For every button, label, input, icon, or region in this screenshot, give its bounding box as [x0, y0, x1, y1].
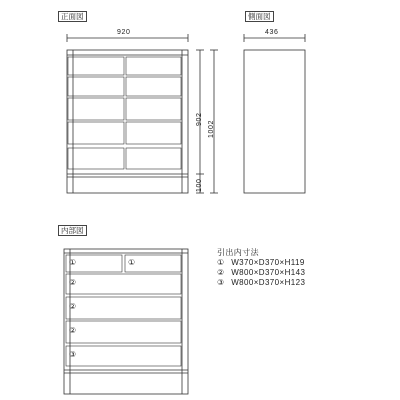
total-height-value: 1002: [208, 120, 215, 138]
drawer-spec-text: W370×D370×H119: [231, 258, 305, 267]
front-drawer: [68, 57, 124, 75]
interior-drawer-box: [66, 346, 181, 366]
front-drawer-fronts: [68, 57, 181, 169]
interior-mark: ②: [69, 326, 77, 335]
front-drawer: [68, 98, 124, 120]
interior-mark: ①: [128, 258, 136, 267]
side-view: [244, 34, 305, 193]
drawer-area-height-value: 902: [196, 112, 203, 126]
interior-drawer-boxes: [66, 255, 181, 366]
front-drawer: [126, 98, 181, 120]
interior-drawer-box: [66, 321, 181, 343]
front-view-label: 正面図: [58, 11, 87, 22]
interior-drawer-box: [66, 297, 181, 319]
drawer-spec-text: W800×D370×H123: [231, 278, 306, 287]
drawer-spec-mark: ②: [217, 268, 225, 277]
front-drawer: [126, 57, 181, 75]
front-cabinet-outline: [67, 50, 188, 193]
drawer-spec-row: [217, 258, 305, 268]
interior-mark: ①: [69, 258, 77, 267]
drawer-spec-mark: ③: [217, 278, 225, 287]
side-cabinet-outline: [244, 50, 305, 193]
side-view-label: 側面図: [245, 11, 274, 22]
interior-view: [64, 249, 188, 394]
front-drawer: [126, 122, 181, 144]
front-drawer: [126, 148, 181, 169]
interior-mark: ③: [69, 350, 77, 359]
drawer-spec-row: [217, 268, 305, 278]
front-drawer: [68, 148, 124, 169]
interior-drawer-box: [66, 274, 181, 294]
interior-cabinet-outline: [64, 249, 188, 394]
front-drawer: [126, 77, 181, 96]
drawer-spec-text: W800×D370×H143: [231, 268, 306, 277]
drawer-spec-row: [217, 278, 305, 288]
drawer-spec-title: 引出内寸法: [217, 248, 259, 257]
interior-mark: ②: [69, 278, 77, 287]
interior-view-label: 内部図: [58, 225, 87, 236]
side-depth-value: 436: [265, 29, 279, 36]
base-height-value: 100: [196, 178, 203, 192]
front-drawer: [68, 77, 124, 96]
interior-mark: ②: [69, 302, 77, 311]
front-width-value: 920: [117, 29, 131, 36]
drawer-spec-mark: ①: [217, 258, 225, 267]
front-drawer: [68, 122, 124, 144]
